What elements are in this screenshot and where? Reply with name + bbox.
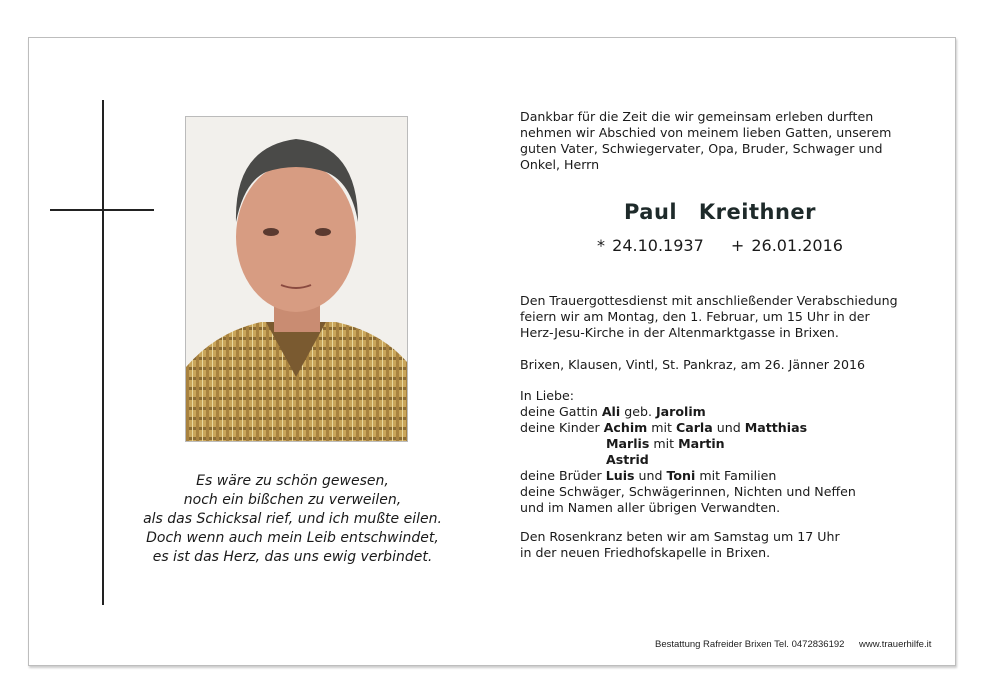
mourner-name: Ali bbox=[601, 404, 621, 419]
intro-line: guten Vater, Schwiegervater, Opa, Bruder, Schwager und bbox=[520, 141, 883, 156]
intro-line: Dankbar für die Zeit die wir gemeinsam erleben durften bbox=[520, 109, 874, 124]
portrait-photo bbox=[185, 116, 408, 442]
mourner-text: mit Familien bbox=[695, 468, 777, 483]
service-line: Herz-Jesu-Kirche in der Altenmarktgasse in Brixen. bbox=[520, 325, 839, 340]
poem-line: noch ein bißchen zu verweilen, bbox=[183, 492, 402, 508]
mourner-line bbox=[520, 420, 856, 436]
mourners-list bbox=[520, 388, 856, 516]
mourner-line bbox=[520, 436, 856, 452]
website-link[interactable]: www.trauerhilfe.it bbox=[859, 639, 932, 650]
mourner-text: deine Brüder bbox=[520, 468, 606, 483]
mourner-text: deine Schwäger, Schwägerinnen, Nichten und Neffen bbox=[520, 484, 856, 499]
cross-icon-horizontal bbox=[50, 209, 154, 211]
mourner-text: deine Gattin bbox=[520, 404, 602, 419]
intro-line: nehmen wir Abschied von meinem lieben Gatten, unserem bbox=[520, 125, 892, 140]
poem-line: als das Schicksal rief, und ich mußte eilen. bbox=[143, 511, 442, 527]
mourner-line bbox=[520, 452, 856, 468]
mourner-line bbox=[520, 500, 856, 516]
poem-line: es ist das Herz, das uns ewig verbindet. bbox=[152, 549, 433, 565]
mourner-name: Matthias bbox=[744, 420, 808, 435]
rosary-line: in der neuen Friedhofskapelle in Brixen. bbox=[520, 545, 771, 560]
mourner-name: Martin bbox=[678, 436, 725, 451]
death-date: + 26.01.2016 bbox=[730, 236, 843, 255]
mourner-name: Carla bbox=[675, 420, 713, 435]
poem-line: Doch wenn auch mein Leib entschwindet, bbox=[146, 530, 439, 546]
mourner-text: mit bbox=[647, 420, 676, 435]
mourner-name: Toni bbox=[666, 468, 696, 483]
undertaker-info: Bestattung Rafreider Brixen Tel. 0472836192 bbox=[655, 639, 845, 650]
mourner-text: und bbox=[634, 468, 667, 483]
intro-text bbox=[520, 109, 891, 173]
birth-date: * 24.10.1937 bbox=[597, 236, 704, 255]
service-text bbox=[520, 293, 898, 341]
deceased-name: Paul Kreithner bbox=[623, 200, 817, 224]
life-dates bbox=[520, 236, 920, 255]
rosary-text bbox=[520, 529, 840, 561]
mourner-name: Luis bbox=[605, 468, 635, 483]
mourner-text: und bbox=[712, 420, 745, 435]
cross-icon-vertical bbox=[102, 100, 104, 605]
service-line: feiern wir am Montag, den 1. Februar, um 15 Uhr in der bbox=[520, 309, 870, 324]
mourner-text: und im Namen aller übrigen Verwandten. bbox=[520, 500, 781, 515]
mourner-text: geb. bbox=[620, 404, 656, 419]
mourner-line bbox=[520, 468, 856, 484]
mourner-name: Marlis bbox=[606, 436, 650, 451]
mourner-text: In Liebe: bbox=[520, 388, 574, 403]
mourner-line bbox=[520, 388, 856, 404]
poem bbox=[110, 472, 475, 567]
mourner-text: deine Kinder bbox=[520, 420, 604, 435]
mourner-line bbox=[520, 484, 856, 500]
place-date: Brixen, Klausen, Vintl, St. Pankraz, am 26. Jänner 2016 bbox=[520, 357, 865, 372]
mourner-text: mit bbox=[649, 436, 679, 451]
intro-line: Onkel, Herrn bbox=[520, 157, 600, 172]
mourner-name: Astrid bbox=[606, 452, 649, 467]
poem-line: Es wäre zu schön gewesen, bbox=[196, 473, 389, 489]
mourner-name: Achim bbox=[603, 420, 648, 435]
rosary-line: Den Rosenkranz beten wir am Samstag um 17 Uhr bbox=[520, 529, 840, 544]
mourner-line bbox=[520, 404, 856, 420]
mourner-name: Jarolim bbox=[655, 404, 706, 419]
service-line: Den Trauergottesdienst mit anschließender Verabschiedung bbox=[520, 293, 898, 308]
